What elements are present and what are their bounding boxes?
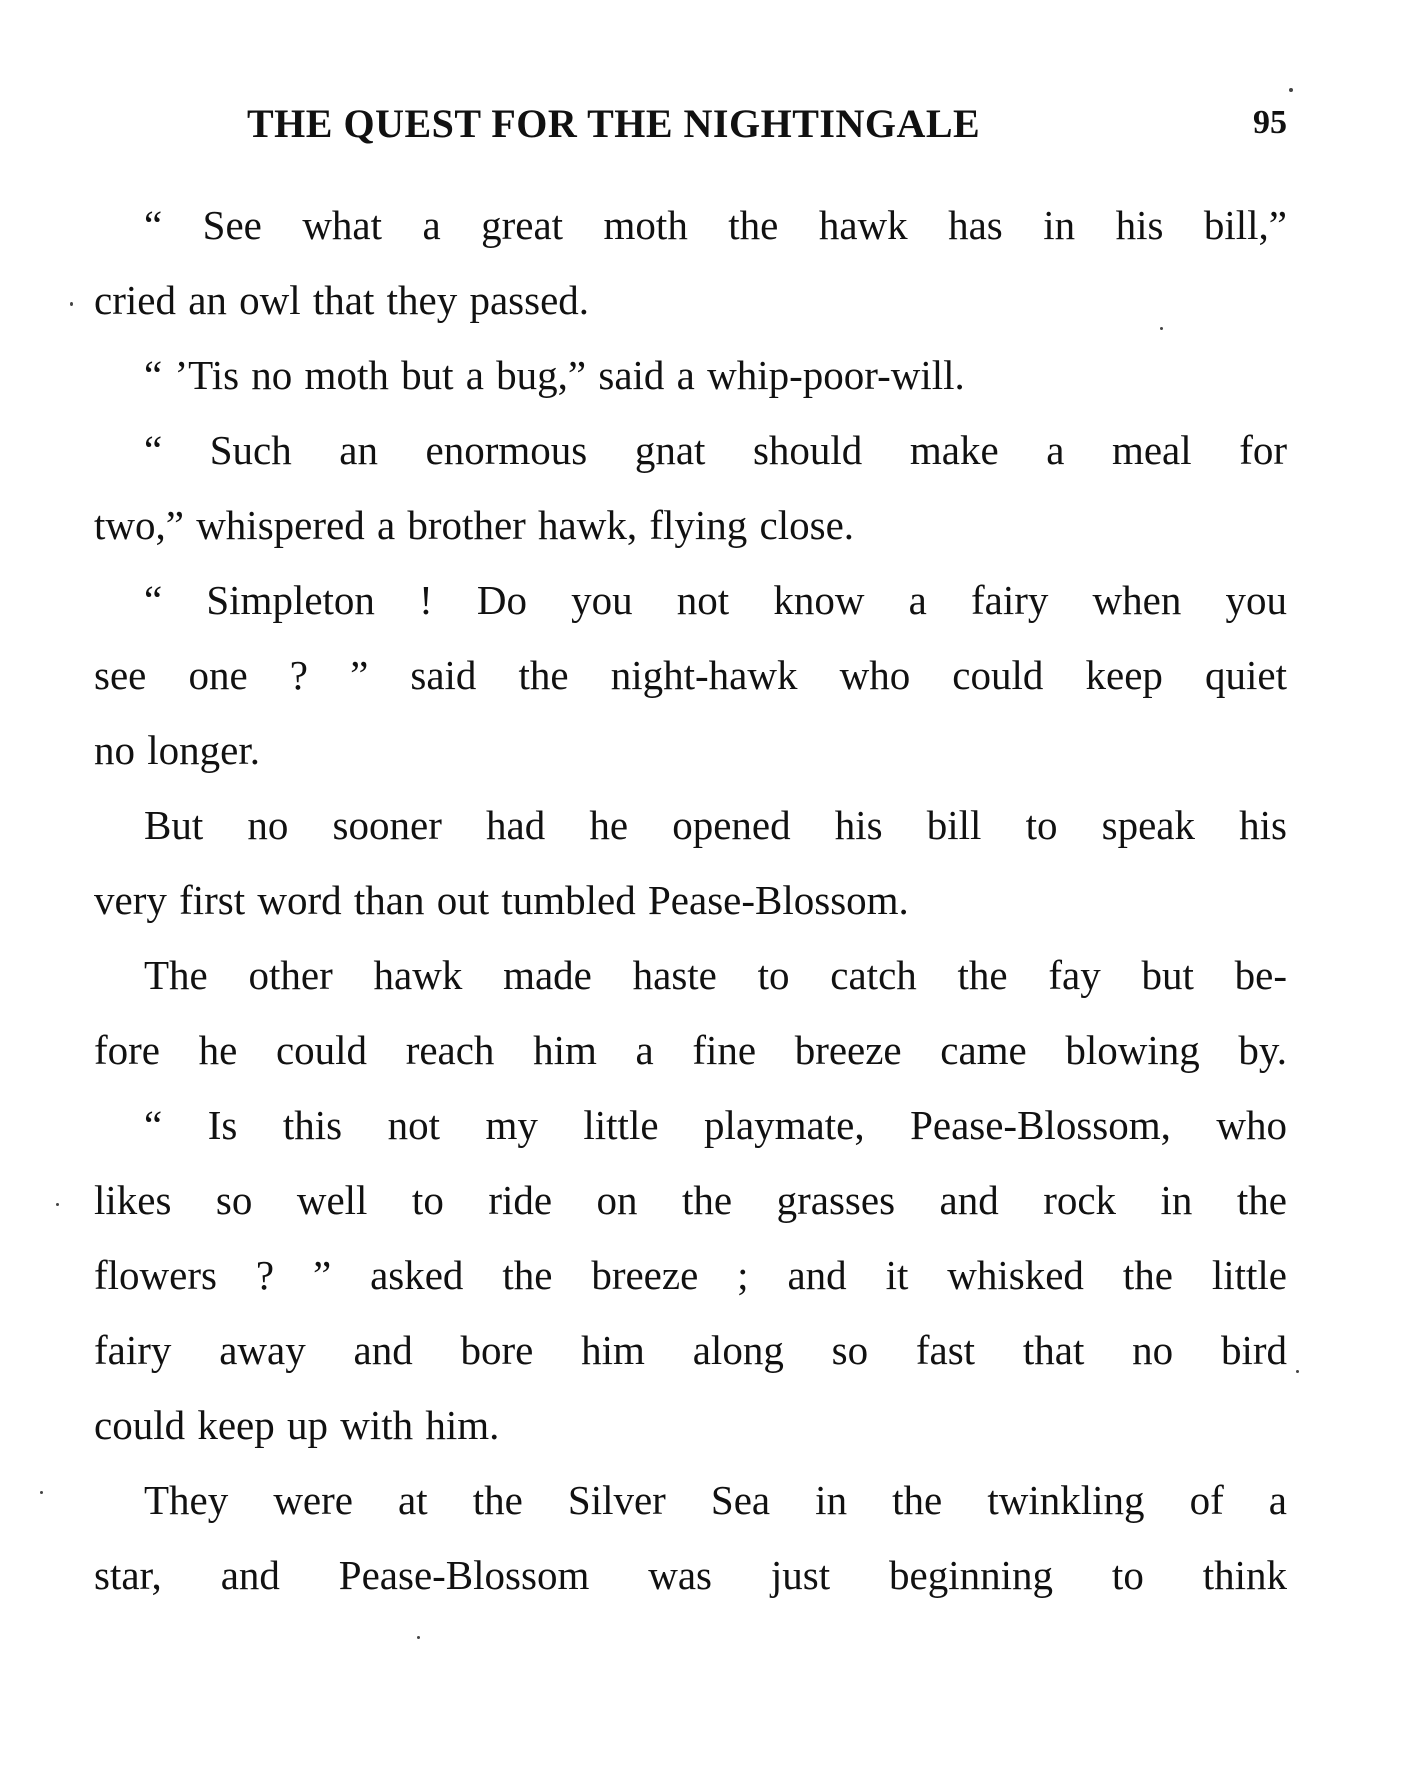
text-line: The other hawk made haste to catch the fay but be- (144, 952, 1287, 998)
scan-speck (56, 1203, 59, 1206)
page-number: 95 (1253, 104, 1287, 141)
text-line: “ See what a great moth the hawk has in his bill,” (144, 202, 1287, 248)
text-line: very first word than out tumbled Pease-Blossom. (94, 877, 909, 923)
scan-speck (40, 1491, 43, 1494)
text-line: “ Is this not my little playmate, Pease-Blossom, who (144, 1102, 1287, 1148)
scan-speck (417, 1636, 420, 1639)
scan-speck (1296, 1370, 1299, 1373)
text-line: see one ? ” said the night-hawk who could keep quiet (94, 652, 1287, 698)
text-line: They were at the Silver Sea in the twinkling of a (144, 1477, 1287, 1523)
text-line: two,” whispered a brother hawk, flying close. (94, 502, 855, 548)
running-title: THE QUEST FOR THE NIGHTINGALE (247, 101, 981, 146)
text-line: fore he could reach him a fine breeze came blowing by. (94, 1027, 1287, 1073)
text-line: star, and Pease-Blossom was just beginning to think (94, 1552, 1287, 1598)
scan-speck (70, 302, 73, 306)
text-line: “ Such an enormous gnat should make a meal for (144, 427, 1287, 473)
text-line: But no sooner had he opened his bill to speak his (144, 802, 1287, 848)
text-line: “ ’Tis no moth but a bug,” said a whip-poor-will. (144, 352, 965, 398)
body-text (94, 188, 1287, 1613)
scan-speck (1160, 327, 1163, 330)
text-line: could keep up with him. (94, 1402, 500, 1448)
text-line: likes so well to ride on the grasses and rock in the (94, 1177, 1287, 1223)
text-line: no longer. (94, 727, 260, 773)
running-head (247, 100, 1287, 160)
text-line: flowers ? ” asked the breeze ; and it whisked the little (94, 1252, 1287, 1298)
text-line: “ Simpleton ! Do you not know a fairy when you (144, 577, 1287, 623)
text-line: fairy away and bore him along so fast that no bird (94, 1327, 1287, 1373)
scan-speck (1289, 88, 1293, 92)
text-line: cried an owl that they passed. (94, 277, 590, 323)
